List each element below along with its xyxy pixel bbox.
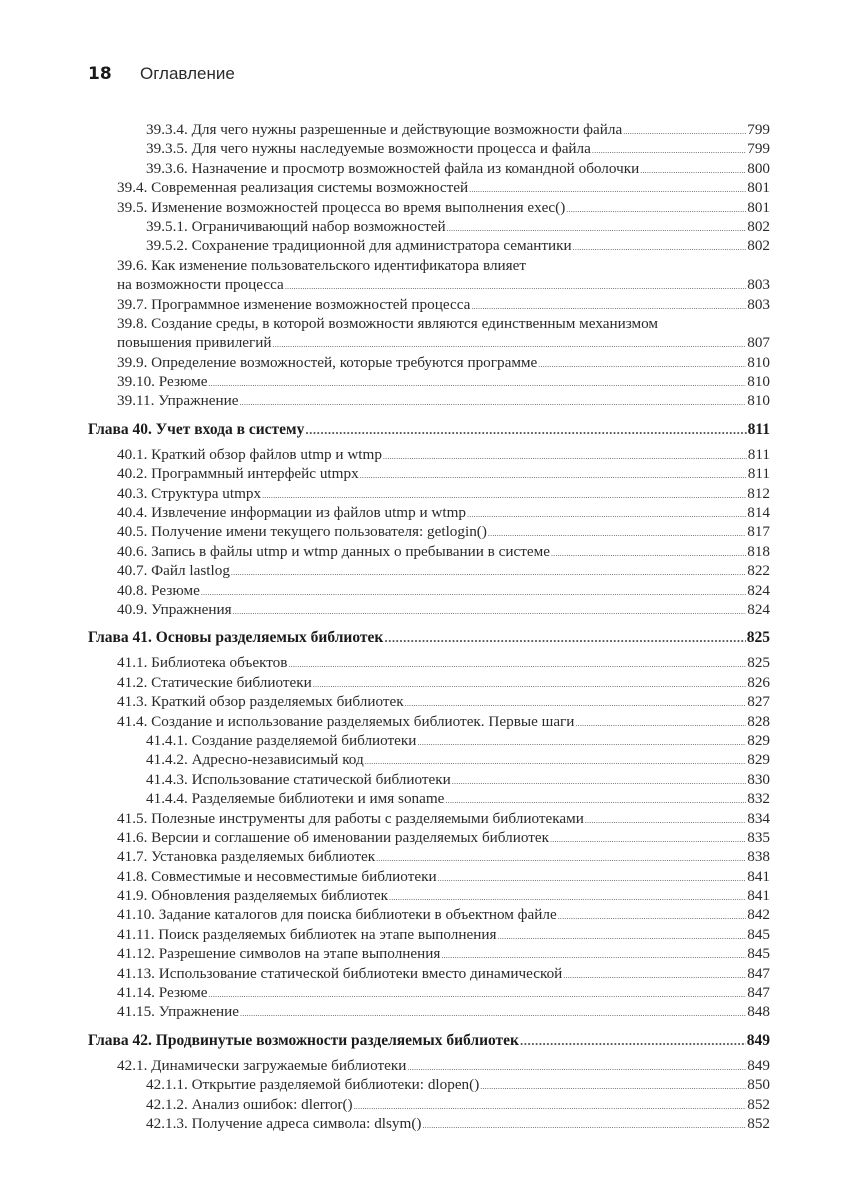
toc-entry-title: Глава 42. Продвинутые возможности разделяемых библиотек xyxy=(88,1031,519,1049)
toc-page-number: 852 xyxy=(747,1095,770,1113)
toc-entry[interactable] xyxy=(88,1075,770,1094)
toc-entry[interactable] xyxy=(88,1114,770,1133)
toc-entry-title: 39.3.6. Назначение и просмотр возможностей файла из командной оболочки xyxy=(146,159,640,177)
dot-leader xyxy=(538,353,746,374)
dot-leader xyxy=(262,484,746,505)
dot-leader xyxy=(365,750,747,771)
toc-entry[interactable] xyxy=(88,275,770,294)
toc-entry-title: 39.5. Изменение возможностей процесса во время выполнения exec() xyxy=(117,198,566,216)
toc-entry-title: 41.10. Задание каталогов для поиска библиотеки в объектном файле xyxy=(117,906,557,924)
dot-leader xyxy=(233,600,747,621)
toc-entry-title: Глава 41. Основы разделяемых библиотек xyxy=(88,629,384,647)
toc-entry-title: 39.3.4. Для чего нужны разрешенные и действующие возможности файла xyxy=(146,121,623,138)
dot-leader xyxy=(498,925,747,946)
toc-page-number: 799 xyxy=(747,121,770,138)
toc-page-number: 814 xyxy=(747,504,770,522)
toc-page-number: 811 xyxy=(747,445,770,463)
toc-entry-title: 39.9. Определение возможностей, которые требуются программе xyxy=(117,353,538,371)
toc-entry[interactable] xyxy=(88,809,770,828)
dot-leader xyxy=(201,581,746,602)
running-title: Оглавление xyxy=(140,64,235,83)
dot-leader xyxy=(313,673,746,694)
toc-entry-title: 39.7. Программное изменение возможностей процесса xyxy=(117,295,471,313)
dot-leader xyxy=(452,770,746,791)
toc-entry-title: 42.1. Динамически загружаемые библиотеки xyxy=(117,1056,407,1074)
toc-entry-title: 41.12. Разрешение символов на этапе выполнения xyxy=(117,945,441,963)
dot-leader xyxy=(239,391,746,412)
table-of-contents xyxy=(88,120,770,1133)
toc-entry-title: 40.3. Структура utmpx xyxy=(117,484,262,502)
toc-page-number: 847 xyxy=(747,964,770,982)
toc-entry[interactable] xyxy=(88,905,770,924)
toc-entry-title: 42.1.1. Открытие разделяемой библиотеки: dlopen() xyxy=(146,1076,480,1094)
toc-page-number: 829 xyxy=(747,751,770,769)
toc-page-number: 799 xyxy=(747,140,770,158)
toc-page-number: 811 xyxy=(747,420,770,438)
toc-entry[interactable] xyxy=(88,886,770,905)
toc-entry[interactable] xyxy=(88,770,770,789)
toc-entry-title: 39.8. Создание среды, в которой возможности являются единственным механизмом xyxy=(117,314,659,332)
toc-entry-title: повышения привилегий xyxy=(117,334,272,352)
dot-leader xyxy=(488,522,746,543)
toc-entry[interactable] xyxy=(88,964,770,983)
toc-entry-title: 39.11. Упражнение xyxy=(117,392,239,410)
toc-page-number: 848 xyxy=(747,1003,770,1021)
toc-entry[interactable] xyxy=(88,542,770,561)
toc-entry[interactable] xyxy=(88,692,770,711)
dot-leader xyxy=(592,139,746,160)
toc-page-number: 845 xyxy=(747,925,770,943)
toc-entry[interactable] xyxy=(88,653,770,672)
dot-leader xyxy=(447,217,747,238)
toc-entry-title: 40.8. Резюме xyxy=(117,581,200,599)
dot-leader xyxy=(240,1002,746,1023)
toc-entry-title: 41.6. Версии и соглашение об именовании разделяемых библиотек xyxy=(117,828,550,846)
toc-entry[interactable] xyxy=(88,867,770,886)
toc-entry[interactable] xyxy=(88,983,770,1002)
toc-entry-title: 40.6. Запись в файлы utmp и wtmp данных о пребывании в системе xyxy=(117,542,550,560)
dot-leader xyxy=(585,809,746,830)
toc-page-number: 824 xyxy=(747,600,770,618)
toc-entry-title: 39.6. Как изменение пользовательского идентификатора влияет xyxy=(117,256,527,274)
dot-leader xyxy=(376,847,746,868)
dot-leader xyxy=(208,372,746,393)
toc-page-number: 812 xyxy=(747,484,770,502)
toc-entry-title: 39.3.5. Для чего нужны наследуемые возможности процесса и файла xyxy=(146,140,591,158)
dot-leader xyxy=(389,886,746,907)
toc-entry-title: 40.7. Файл lastlog xyxy=(117,562,230,580)
toc-page-number: 822 xyxy=(747,562,770,580)
toc-entry-title: 41.7. Установка разделяемых библиотек xyxy=(117,848,376,866)
toc-page-number: 849 xyxy=(746,1031,770,1049)
toc-entry-title: 41.5. Полезные инструменты для работы с разделяемыми библиотеками xyxy=(117,809,584,827)
toc-page-number: 850 xyxy=(747,1076,770,1094)
dot-leader xyxy=(273,333,747,354)
toc-entry[interactable] xyxy=(88,445,770,464)
toc-page-number: 830 xyxy=(747,770,770,788)
toc-page-number: 810 xyxy=(747,353,770,371)
toc-entry[interactable] xyxy=(88,120,770,139)
dot-leader xyxy=(520,1031,746,1050)
toc-page-number: 801 xyxy=(747,179,770,197)
toc-entry[interactable] xyxy=(88,847,770,866)
dot-leader xyxy=(383,445,747,466)
toc-entry-title: 39.10. Резюме xyxy=(117,373,208,391)
toc-entry[interactable] xyxy=(88,561,770,580)
toc-entry-title: 41.9. Обновления разделяемых библиотек xyxy=(117,887,389,905)
toc-entry-title: 39.5.2. Сохранение традиционной для администратора семантики xyxy=(146,237,572,255)
dot-leader xyxy=(563,964,746,985)
toc-page-number: 811 xyxy=(747,465,770,483)
toc-page-number: 802 xyxy=(747,237,770,255)
dot-leader xyxy=(469,178,746,199)
toc-entry[interactable] xyxy=(88,712,770,731)
dot-leader xyxy=(558,905,747,926)
toc-entry[interactable] xyxy=(88,333,770,352)
toc-entry[interactable] xyxy=(88,789,770,808)
toc-page-number: 849 xyxy=(747,1056,770,1074)
dot-leader xyxy=(480,1075,746,1096)
toc-page-number: 832 xyxy=(747,790,770,808)
toc-entry-title: 40.4. Извлечение информации из файлов utmp и wtmp xyxy=(117,504,467,522)
toc-entry[interactable] xyxy=(88,1056,770,1075)
dot-leader xyxy=(354,1095,747,1116)
dot-leader xyxy=(285,275,746,296)
toc-entry[interactable] xyxy=(88,353,770,372)
dot-leader xyxy=(405,692,747,713)
toc-page-number: 825 xyxy=(746,629,770,647)
dot-leader xyxy=(467,503,746,524)
dot-leader xyxy=(417,731,746,752)
toc-entry[interactable] xyxy=(88,673,770,692)
dot-leader xyxy=(360,464,747,485)
toc-entry[interactable] xyxy=(88,236,770,255)
toc-chapter-heading[interactable] xyxy=(88,420,770,440)
toc-page-number: 852 xyxy=(747,1114,770,1132)
toc-entry-title: 40.1. Краткий обзор файлов utmp и wtmp xyxy=(117,445,382,463)
toc-entry-title: Глава 40. Учет входа в систему xyxy=(88,420,305,438)
dot-leader xyxy=(407,1056,746,1077)
toc-entry[interactable] xyxy=(88,581,770,600)
toc-entry-title: 41.13. Использование статической библиотеки вместо динамической xyxy=(117,964,563,982)
toc-entry-title: 42.1.3. Получение адреса символа: dlsym() xyxy=(146,1114,422,1132)
toc-entry-title: 41.4.3. Использование статической библиотеки xyxy=(146,770,451,788)
toc-entry[interactable] xyxy=(88,828,770,847)
toc-page-number: 827 xyxy=(747,693,770,711)
dot-leader xyxy=(422,1114,746,1135)
dot-leader xyxy=(640,159,746,180)
toc-chapter-heading[interactable] xyxy=(88,628,770,648)
toc-entry[interactable] xyxy=(88,139,770,158)
toc-entry[interactable] xyxy=(88,503,770,522)
dot-leader xyxy=(566,198,746,219)
toc-page-number: 841 xyxy=(747,887,770,905)
toc-entry[interactable] xyxy=(88,372,770,391)
toc-page-number: 842 xyxy=(747,906,770,924)
toc-page-number: 838 xyxy=(747,848,770,866)
toc-entry-title: 39.5.1. Ограничивающий набор возможностей xyxy=(146,217,446,235)
toc-page-number: 807 xyxy=(747,334,770,352)
toc-entry-title: 42.1.2. Анализ ошибок: dlerror() xyxy=(146,1095,353,1113)
toc-page-number: 818 xyxy=(747,542,770,560)
toc-entry[interactable] xyxy=(88,925,770,944)
toc-entry[interactable] xyxy=(88,944,770,963)
toc-entry[interactable] xyxy=(88,198,770,217)
toc-page-number: 801 xyxy=(747,198,770,216)
toc-entry-title: 41.1. Библиотека объектов xyxy=(117,654,288,672)
toc-entry[interactable] xyxy=(88,217,770,236)
toc-entry[interactable] xyxy=(88,731,770,750)
toc-page-number: 847 xyxy=(747,984,770,1002)
toc-page-number: 835 xyxy=(747,828,770,846)
toc-page-number: 829 xyxy=(747,731,770,749)
toc-page-number: 810 xyxy=(747,392,770,410)
toc-entry[interactable] xyxy=(88,1002,770,1021)
toc-page-number: 826 xyxy=(747,673,770,691)
toc-entry-title: 41.11. Поиск разделяемых библиотек на этапе выполнения xyxy=(117,925,497,943)
toc-entry-title: 40.9. Упражнения xyxy=(117,600,232,618)
toc-page-number: 841 xyxy=(747,867,770,885)
toc-entry[interactable] xyxy=(88,600,770,619)
toc-entry-title: 41.4.2. Адресно-независимый код xyxy=(146,751,364,769)
toc-entry[interactable] xyxy=(88,750,770,769)
toc-entry-line1 xyxy=(88,314,770,333)
toc-entry[interactable] xyxy=(88,391,770,410)
toc-entry[interactable] xyxy=(88,464,770,483)
toc-entry-title: 41.15. Упражнение xyxy=(117,1003,240,1021)
dot-leader xyxy=(384,628,745,647)
toc-entry-title: 41.3. Краткий обзор разделяемых библиотек xyxy=(117,693,404,711)
dot-leader xyxy=(441,944,746,965)
toc-entry-title: 41.4. Создание и использование разделяемых библиотек. Первые шаги xyxy=(117,712,575,730)
dot-leader xyxy=(445,789,746,810)
toc-entry-line1 xyxy=(88,256,770,275)
running-header xyxy=(88,64,235,92)
toc-page-number: 803 xyxy=(747,276,770,294)
dot-leader xyxy=(231,561,746,582)
dot-leader xyxy=(573,236,747,257)
toc-entry-title: 41.8. Совместимые и несовместимые библиотеки xyxy=(117,867,437,885)
toc-entry[interactable] xyxy=(88,295,770,314)
toc-entry-title: 40.2. Программный интерфейс utmpx xyxy=(117,465,359,483)
toc-entry[interactable] xyxy=(88,522,770,541)
dot-leader xyxy=(288,653,746,674)
toc-page-number: 828 xyxy=(747,712,770,730)
dot-leader xyxy=(438,867,747,888)
toc-entry-title: 39.4. Современная реализация системы возможностей xyxy=(117,179,469,197)
toc-entry[interactable] xyxy=(88,159,770,178)
dot-leader xyxy=(305,420,746,439)
dot-leader xyxy=(208,983,746,1004)
toc-entry-title: 40.5. Получение имени текущего пользователя: getlogin() xyxy=(117,523,487,541)
dot-leader xyxy=(471,295,746,316)
toc-entry-title: на возможности процесса xyxy=(117,276,284,294)
toc-entry[interactable] xyxy=(88,178,770,197)
toc-entry-title: 41.4.1. Создание разделяемой библиотеки xyxy=(146,731,417,749)
toc-chapter-heading[interactable] xyxy=(88,1031,770,1051)
toc-entry[interactable] xyxy=(88,484,770,503)
toc-entry-title: 41.2. Статические библиотеки xyxy=(117,673,312,691)
toc-page-number: 845 xyxy=(747,945,770,963)
dot-leader xyxy=(623,120,746,141)
toc-page-number: 810 xyxy=(747,373,770,391)
page-number: 18 xyxy=(88,64,112,84)
dot-leader xyxy=(575,712,746,733)
dot-leader xyxy=(551,542,746,563)
toc-entry[interactable] xyxy=(88,1095,770,1114)
toc-page-number: 824 xyxy=(747,581,770,599)
toc-page-number: 817 xyxy=(747,523,770,541)
dot-leader xyxy=(550,828,746,849)
toc-page-number: 825 xyxy=(747,654,770,672)
toc-page-number: 834 xyxy=(747,809,770,827)
toc-page-number: 800 xyxy=(747,159,770,177)
toc-entry-title: 41.14. Резюме xyxy=(117,984,208,1002)
toc-page-number: 802 xyxy=(747,217,770,235)
toc-page-number: 803 xyxy=(747,295,770,313)
toc-entry-title: 41.4.4. Разделяемые библиотеки и имя soname xyxy=(146,790,445,808)
